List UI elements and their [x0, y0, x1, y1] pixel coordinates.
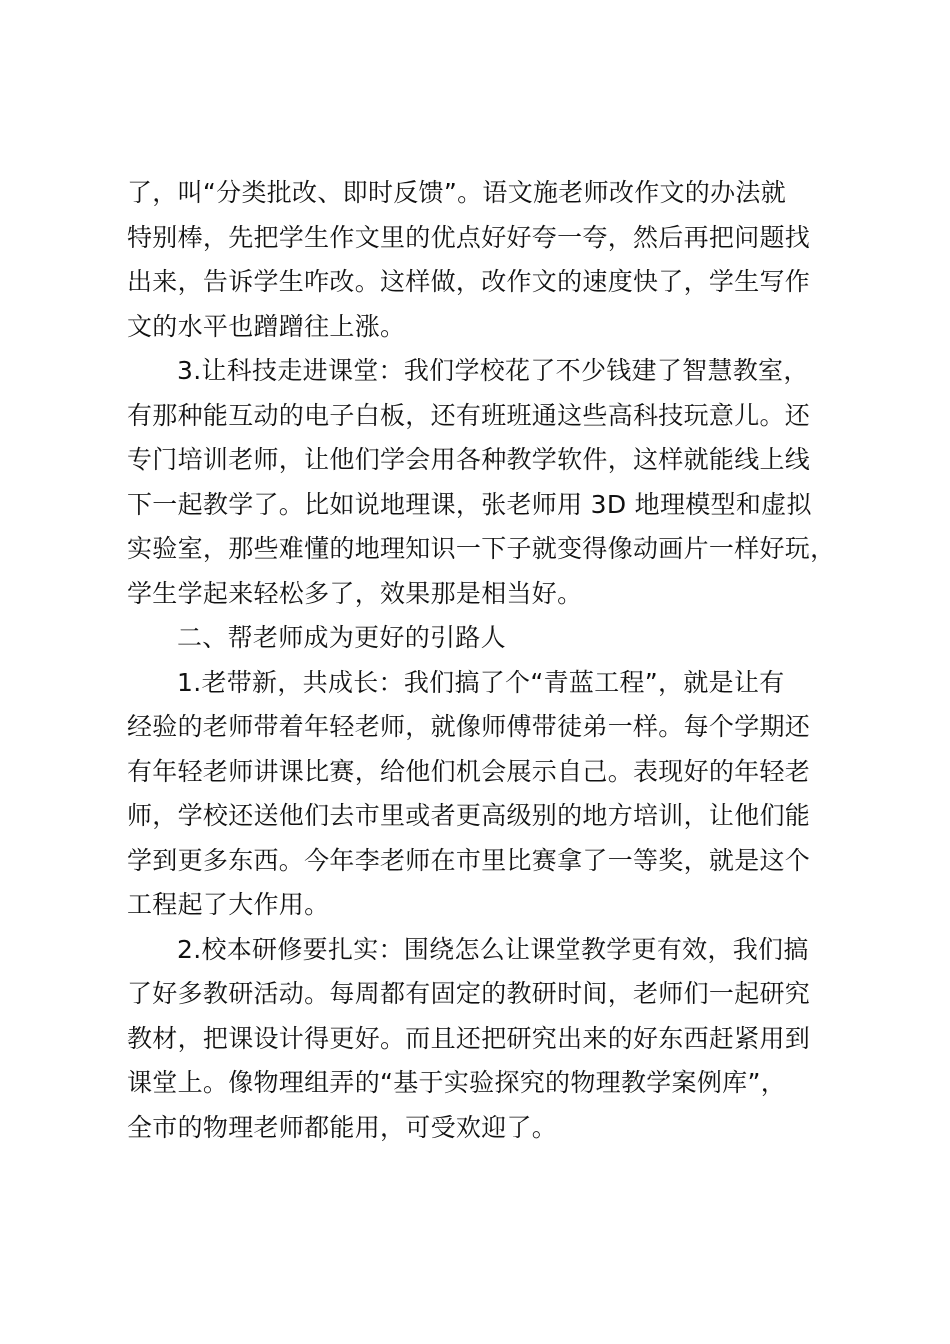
text-line: 工程起了大作用。 [127, 890, 330, 919]
text-line: 师，学校还送他们去市里或者更高级别的地方培训，让他们能 [127, 801, 811, 830]
text-line: 全市的物理老师都能用，可受欢迎了。 [127, 1112, 558, 1142]
text-line: 了，叫“分类批改、即时反馈”。语文施老师改作文的办法就 [127, 178, 787, 207]
text-line: 教材，把课设计得更好。而且还把研究出来的好东西赶紧用到 [127, 1023, 811, 1053]
text-line: 2.校本研修要扎实：围绕怎么让课堂教学更有效，我们搞 [177, 934, 809, 964]
text-line: 学到更多东西。今年李老师在市里比赛拿了一等奖，就是这个 [127, 845, 811, 875]
document-body [127, 171, 837, 1150]
text-line: 出来，告诉学生咋改。这样做，改作文的速度快了，学生写作 [127, 267, 811, 296]
text-line: 学生学起来轻松多了，效果那是相当好。 [127, 578, 583, 608]
text-line: 3.让科技走进课堂：我们学校花了不少钱建了智慧教室， [177, 356, 809, 385]
text-line: 专门培训老师，让他们学会用各种教学软件，这样就能线上线 [127, 445, 811, 474]
text-line: 文的水平也蹭蹭往上涨。 [127, 311, 406, 341]
text-line: 1.老带新，共成长：我们搞了个“青蓝工程”，就是让有 [177, 667, 785, 697]
text-line: 实验室，那些难懂的地理知识一下子就变得像动画片一样好玩， [127, 534, 836, 563]
text-line: 有年轻老师讲课比赛，给他们机会展示自己。表现好的年轻老 [127, 756, 811, 786]
text-line: 了好多教研活动。每周都有固定的教研时间，老师们一起研究 [127, 979, 811, 1008]
text-line: 二、帮老师成为更好的引路人 [177, 623, 506, 652]
text-line: 下一起教学了。比如说地理课，张老师用 3D 地理模型和虚拟 [127, 489, 812, 519]
text-line: 课堂上。像物理组弄的“基于实验探究的物理教学案例库”， [127, 1068, 787, 1097]
text-line: 特别棒，先把学生作文里的优点好好夸一夸，然后再把问题找 [127, 222, 811, 252]
text-line: 经验的老师带着年轻老师，就像师傅带徒弟一样。每个学期还 [127, 712, 811, 741]
text-line: 有那种能互动的电子白板，还有班班通这些高科技玩意儿。还 [127, 400, 811, 430]
